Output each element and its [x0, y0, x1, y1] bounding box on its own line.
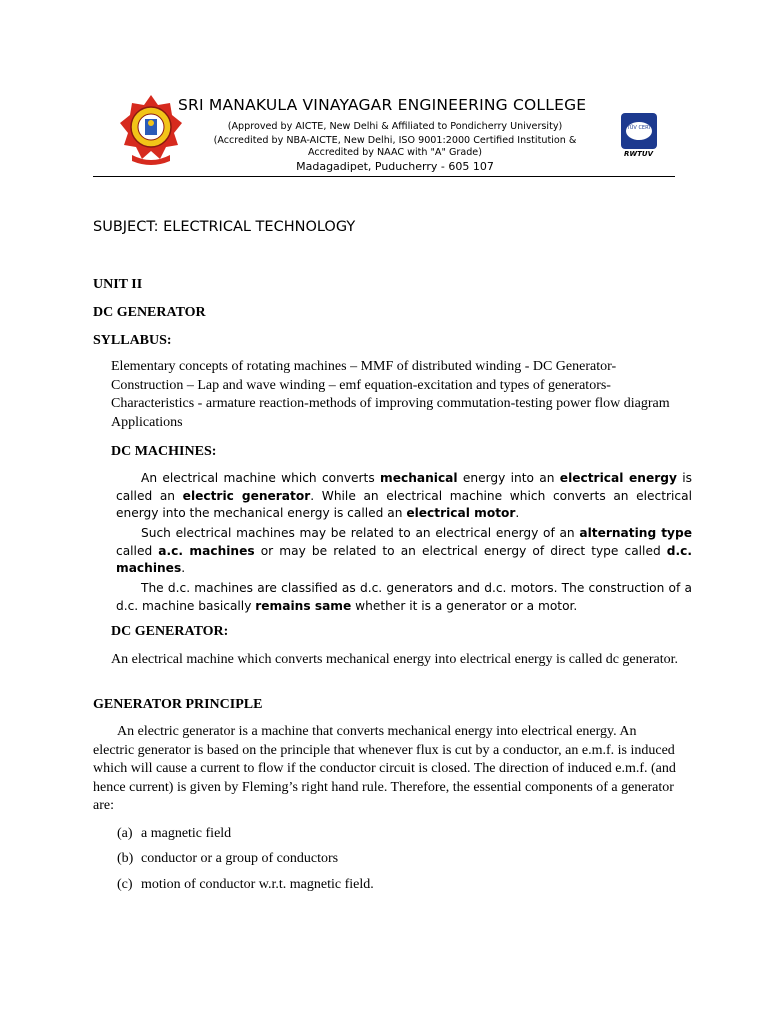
naac-line: Accredited by NAAC with "A" Grade)	[308, 147, 482, 158]
syllabus-text: Elementary concepts of rotating machines – MMF of distributed winding - DC Generator- Construction – Lap and wave winding – emf equation-excitation and types of generators- Characteristics - armature reaction-methods of improving commutation-testing power flow diagram Applications	[111, 359, 670, 430]
unit-heading: UNIT II	[93, 277, 143, 292]
cert-caption: RWTUV	[624, 150, 653, 158]
dc-machines-paragraph-2: Such electrical machines may be related to an electrical energy of an alternating type called a.c. machines or may be related to an electrical energy of direct type called d.c. machines.	[116, 526, 692, 575]
cert-logo-text: TÜV CERT	[626, 125, 652, 131]
generator-principle-heading: GENERATOR PRINCIPLE	[93, 697, 263, 712]
dc-machines-paragraph-1: An electrical machine which converts mechanical energy into an electrical energy is called an electric generator. While an electrical machine which converts an electrical energy into the mechanical energy is called an electrical motor.	[116, 471, 692, 520]
list-item: (a) a magnetic field	[117, 826, 232, 841]
list-item: (c) motion of conductor w.r.t. magnetic field.	[117, 877, 374, 892]
dc-machines-paragraph-3: The d.c. machines are classified as d.c. generators and d.c. motors. The construction of a d.c. machine basically remains same whether it is a generator or a motor.	[116, 581, 692, 613]
college-name: SRI MANAKULA VINAYAGAR ENGINEERING COLLEGE	[178, 96, 587, 114]
syllabus-heading: SYLLABUS:	[93, 333, 172, 348]
topic-heading: DC GENERATOR	[93, 305, 206, 320]
dc-generator-heading: DC GENERATOR:	[111, 624, 229, 639]
header-divider	[93, 176, 675, 177]
certification-logo	[620, 112, 658, 150]
list-item: (b) conductor or a group of conductors	[117, 851, 339, 866]
dc-machines-heading: DC MACHINES:	[111, 444, 217, 459]
accreditation-line: (Accredited by NBA-AICTE, New Delhi, ISO 9001:2000 Certified Institution &	[213, 135, 577, 146]
approval-line: (Approved by AICTE, New Delhi & Affiliated to Pondicherry University)	[227, 121, 563, 132]
dc-generator-definition: An electrical machine which converts mechanical energy into electrical energy is called dc generator.	[111, 652, 678, 667]
subject-title: SUBJECT: ELECTRICAL TECHNOLOGY	[93, 219, 356, 235]
generator-principle-text: An electric generator is a machine that converts mechanical energy into electrical energy. An electric generator is based on the principle that whenever flux is cut by a conductor, an e.m.f. is induced which will cause a current to flow if the conductor circuit is closed. The direction of induced e.m.f. (and hence current) is given by Fleming’s right hand rule. Therefore, the essential components of a generator are:	[93, 724, 676, 814]
college-address: Madagadipet, Puducherry - 605 107	[296, 160, 494, 173]
college-emblem	[118, 93, 184, 169]
